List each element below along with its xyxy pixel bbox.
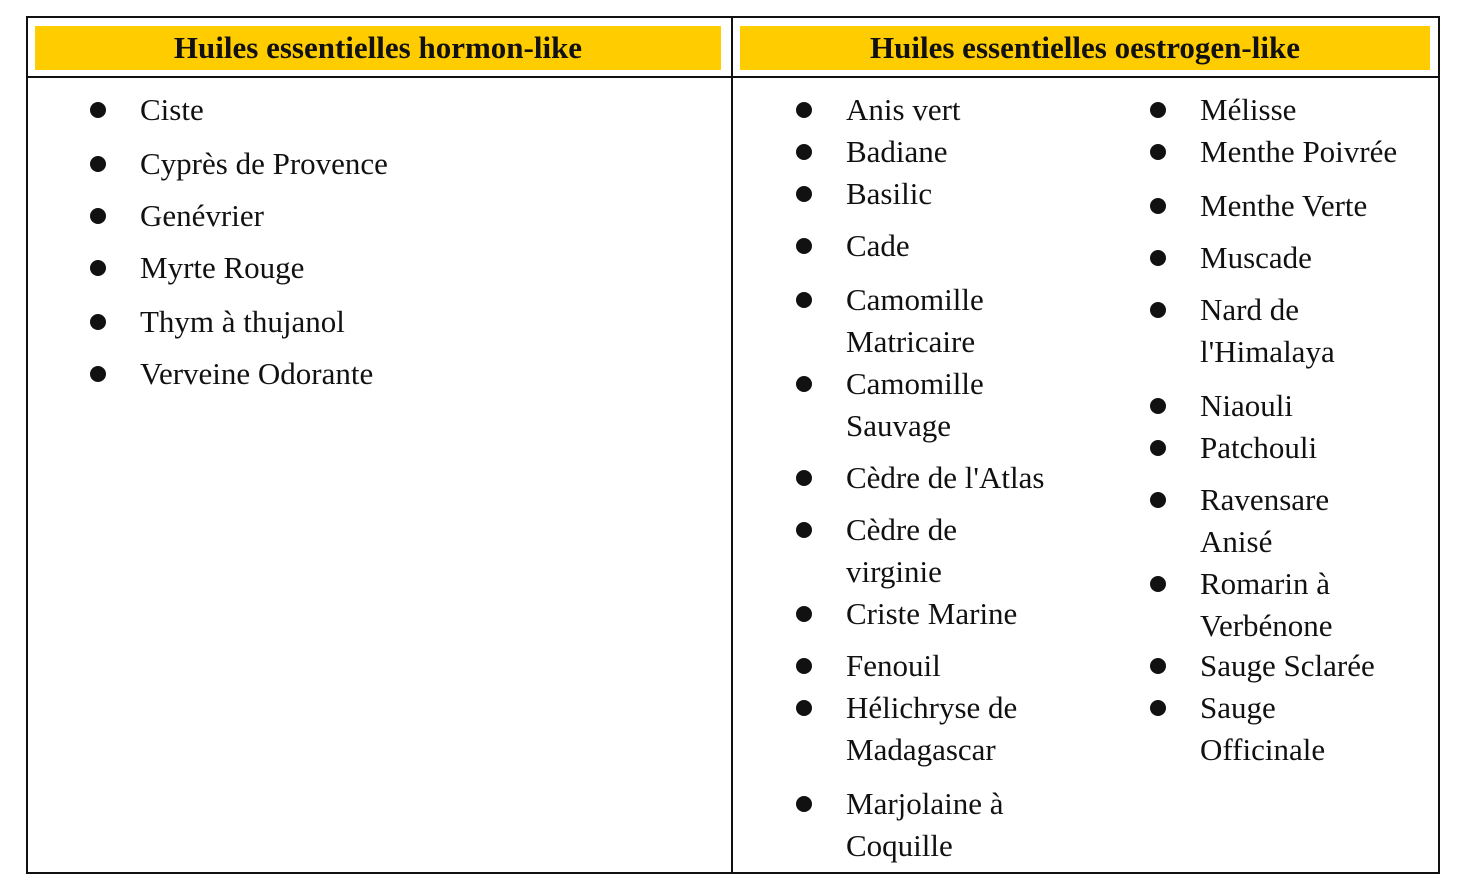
item-line: Basilic xyxy=(846,176,933,211)
list-item xyxy=(140,89,204,131)
item-line: Genévrier xyxy=(140,198,264,233)
item-line: Badiane xyxy=(846,134,948,169)
header-divider xyxy=(26,76,1440,78)
list-item xyxy=(1200,237,1312,279)
list-item xyxy=(846,509,957,593)
item-line: Madagascar xyxy=(846,732,996,767)
item-line: Menthe Verte xyxy=(1200,188,1368,223)
item-line: Cèdre de xyxy=(846,512,958,547)
list-item xyxy=(846,131,948,173)
item-line: virginie xyxy=(846,554,942,589)
bullet-icon xyxy=(1150,492,1166,508)
bullet-icon xyxy=(796,186,812,202)
list-item xyxy=(1200,89,1296,131)
list-item xyxy=(1200,427,1317,469)
item-line: Muscade xyxy=(1200,240,1312,275)
list-item xyxy=(140,195,264,237)
item-line: Coquille xyxy=(846,828,953,863)
item-line: Sauvage xyxy=(846,408,952,443)
item-line: Ravensare xyxy=(1200,482,1330,517)
header-hormon-like: Huiles essentielles hormon-like xyxy=(35,26,721,70)
bullet-icon xyxy=(1150,658,1166,674)
list-item xyxy=(1200,289,1335,373)
bullet-icon xyxy=(1150,102,1166,118)
list-item xyxy=(846,593,1017,635)
bullet-icon xyxy=(90,314,106,330)
item-line: Ciste xyxy=(140,92,204,127)
list-item xyxy=(140,247,304,289)
bullet-icon xyxy=(796,376,812,392)
item-line: Camomille xyxy=(846,282,984,317)
bullet-icon xyxy=(796,292,812,308)
list-item xyxy=(1200,563,1333,647)
bullet-icon xyxy=(90,366,106,382)
bullet-icon xyxy=(1150,440,1166,456)
list-item xyxy=(846,225,910,267)
item-line: Anis vert xyxy=(846,92,961,127)
bullet-icon xyxy=(1150,302,1166,318)
bullet-icon xyxy=(90,156,106,172)
list-item xyxy=(846,645,941,687)
item-line: Officinale xyxy=(1200,732,1326,767)
item-line: Cyprès de Provence xyxy=(140,146,388,181)
item-line: Menthe Poivrée xyxy=(1200,134,1398,169)
list-item xyxy=(846,363,984,447)
list-item xyxy=(1200,185,1367,227)
bullet-icon xyxy=(796,658,812,674)
item-line: Marjolaine à xyxy=(846,786,1004,821)
bullet-icon xyxy=(796,796,812,812)
item-line: Sauge Sclarée xyxy=(1200,648,1375,683)
list-item xyxy=(1200,687,1325,771)
bullet-icon xyxy=(796,238,812,254)
item-line: Patchouli xyxy=(1200,430,1318,465)
bullet-icon xyxy=(1150,198,1166,214)
list-item xyxy=(140,143,388,185)
bullet-icon xyxy=(1150,576,1166,592)
item-line: Sauge xyxy=(1200,690,1276,725)
bullet-icon xyxy=(796,470,812,486)
item-line: Matricaire xyxy=(846,324,976,359)
item-line: Criste Marine xyxy=(846,596,1018,631)
bullet-icon xyxy=(1150,250,1166,266)
list-item xyxy=(846,457,1044,499)
bullet-icon xyxy=(90,102,106,118)
bullet-icon xyxy=(1150,398,1166,414)
list-item xyxy=(846,687,1017,771)
list-item xyxy=(1200,645,1375,687)
list-item xyxy=(140,353,373,395)
bullet-icon xyxy=(90,260,106,276)
list-item xyxy=(846,173,932,215)
column-divider xyxy=(731,16,733,874)
header-oestrogen-like: Huiles essentielles oestrogen-like xyxy=(740,26,1430,70)
item-line: Niaouli xyxy=(1200,388,1293,423)
bullet-icon xyxy=(796,102,812,118)
list-item xyxy=(846,89,961,131)
item-line: Verveine Odorante xyxy=(140,356,374,391)
list-item xyxy=(140,301,345,343)
item-line: Nard de xyxy=(1200,292,1299,327)
item-line: l'Himalaya xyxy=(1200,334,1335,369)
bullet-icon xyxy=(90,208,106,224)
item-line: Cade xyxy=(846,228,910,263)
list-item xyxy=(846,279,984,363)
list-item xyxy=(1200,131,1397,173)
bullet-icon xyxy=(1150,700,1166,716)
bullet-icon xyxy=(796,606,812,622)
list-item xyxy=(846,783,1004,867)
item-line: Cèdre de l'Atlas xyxy=(846,460,1045,495)
item-line: Myrte Rouge xyxy=(140,250,305,285)
bullet-icon xyxy=(796,144,812,160)
list-item xyxy=(1200,385,1293,427)
item-line: Anisé xyxy=(1200,524,1273,559)
bullet-icon xyxy=(1150,144,1166,160)
item-line: Mélisse xyxy=(1200,92,1297,127)
item-line: Fenouil xyxy=(846,648,941,683)
item-line: Camomille xyxy=(846,366,984,401)
item-line: Thym à thujanol xyxy=(140,304,345,339)
bullet-icon xyxy=(796,700,812,716)
item-line: Romarin à xyxy=(1200,566,1330,601)
item-line: Verbénone xyxy=(1200,608,1333,643)
list-item xyxy=(1200,479,1329,563)
item-line: Hélichryse de xyxy=(846,690,1018,725)
bullet-icon xyxy=(796,522,812,538)
